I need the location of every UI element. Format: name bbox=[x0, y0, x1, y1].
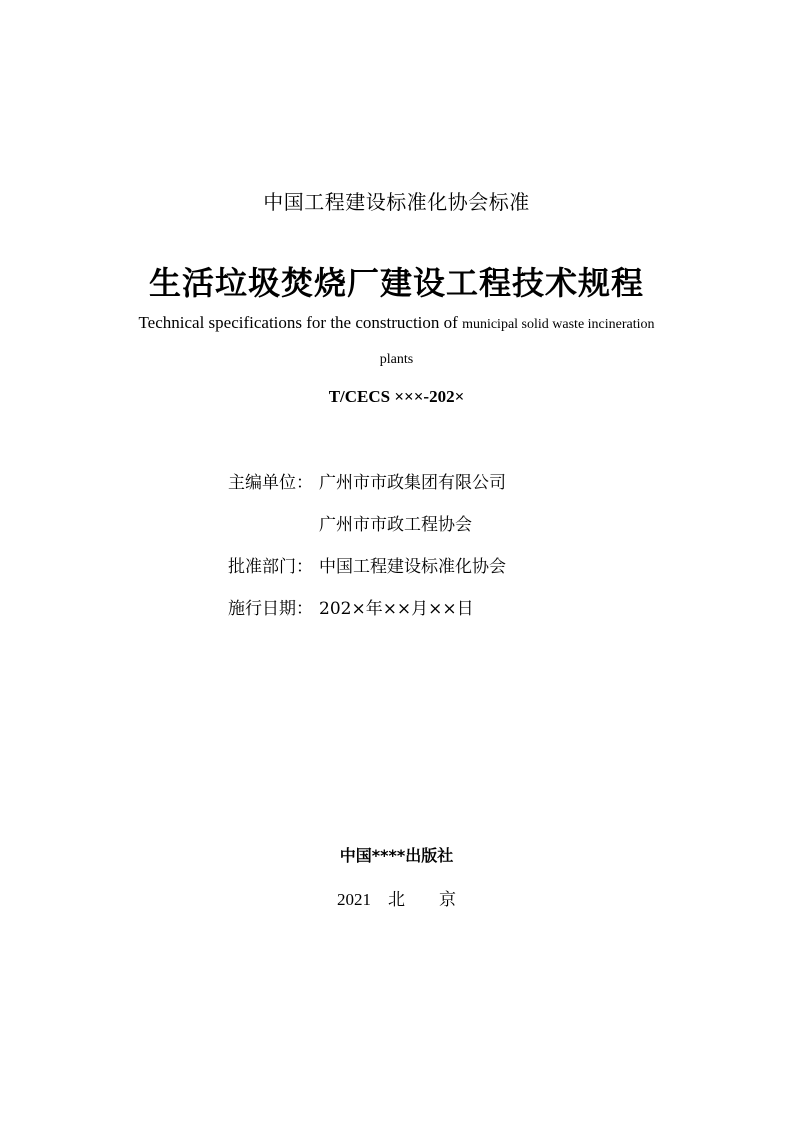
editor-1: 广州市市政集团有限公司 bbox=[319, 473, 506, 493]
publisher: 中国****出版社 bbox=[339, 846, 454, 865]
date-row bbox=[228, 594, 474, 619]
approver-label: 批准部门： bbox=[228, 557, 313, 577]
english-title-line-2: plants bbox=[379, 352, 414, 367]
association-line: 中国工程建设标准化协会标准 bbox=[263, 190, 530, 214]
approver-row bbox=[228, 552, 506, 577]
editor-label: 主编单位： bbox=[228, 473, 313, 493]
effective-date: 202×年××月××日 bbox=[319, 599, 474, 619]
document-title: 生活垃圾焚烧厂建设工程技术规程 bbox=[148, 264, 644, 302]
date-label: 施行日期： bbox=[228, 599, 313, 619]
standard-code: T/CECS ×××-202× bbox=[328, 387, 465, 406]
editor-2: 广州市市政工程协会 bbox=[319, 515, 472, 535]
english-title-part-1: Technical specifications for the construction of bbox=[138, 313, 463, 332]
english-title-line-1 bbox=[0, 313, 793, 333]
year-place: 2021 北 京 bbox=[337, 890, 456, 909]
editor-row bbox=[228, 468, 506, 493]
english-title-part-2: municipal solid waste incineration bbox=[462, 317, 655, 332]
approver: 中国工程建设标准化协会 bbox=[319, 557, 506, 577]
